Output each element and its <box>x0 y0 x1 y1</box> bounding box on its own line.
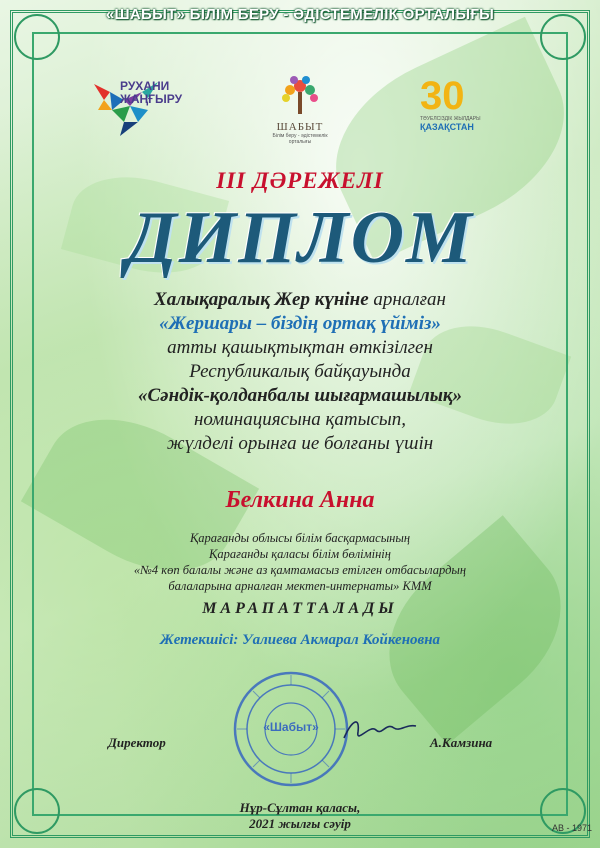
body-line1-rest: арналған <box>368 289 446 310</box>
school-line3: «№4 көп балалы және аз қамтамасыз етілген отбасылардың <box>133 563 467 577</box>
footer-city: Нұр-Сұлтан қаласы, <box>239 800 361 815</box>
diploma-body <box>0 288 600 456</box>
stamp-center-text: «Шабыт» <box>263 720 319 734</box>
body-line1 <box>0 288 600 312</box>
handwritten-signature <box>340 710 420 750</box>
shabyt-logo <box>262 74 338 146</box>
tree-icon <box>278 74 322 116</box>
serial-number: АВ - 1971 <box>551 823 592 833</box>
body-line3: атты қашықтықтан өткізілген <box>167 337 433 358</box>
school-line2: Қарағанды қаласы білім бөлімінің <box>209 547 391 561</box>
diploma-degree: III ДӘРЕЖЕЛІ <box>216 168 384 193</box>
rukhani-zhangyru-logo <box>90 70 230 140</box>
shabyt-name: ШАБЫТ <box>276 121 324 133</box>
director-label: Директор <box>108 735 166 750</box>
body-line4: Республикалық байқауында <box>189 361 411 382</box>
body-line1-bold: Халықаралық Жер күніне <box>154 289 369 310</box>
body-line5: «Сәндік-қолданбалы шығармашылық» <box>137 385 463 406</box>
body-line6: номинациясына қатысып, <box>193 409 407 430</box>
rukhani-line1: РУХАНИ <box>120 79 170 93</box>
school-info <box>0 530 600 594</box>
shabyt-subtitle: Білім беру - әдістемелік орталығы <box>272 133 328 145</box>
body-line7: жүлделі орынға ие болғаны үшін <box>166 433 434 454</box>
footer-date: 2021 жылғы сәуір <box>249 816 351 831</box>
award-text: МАРАПАТТАЛАДЫ <box>202 600 398 617</box>
school-line1: Қарағанды облысы білім басқармасының <box>189 531 411 545</box>
director-name: А.Камзина <box>430 735 493 750</box>
thirty-subtitle: ТӘУЕЛСІЗДІК ЖЫЛДАРЫ <box>420 116 481 122</box>
rukhani-line2: ЖАҢҒЫРУ <box>120 92 183 106</box>
independence-30-logo <box>420 76 510 146</box>
diploma-title: ДИПЛОМ <box>126 197 474 279</box>
footer-location-date <box>0 800 600 832</box>
school-line4: балаларына арналған мектеп-интернаты» КММ <box>168 579 432 593</box>
thirty-country: ҚАЗАҚСТАН <box>420 122 474 132</box>
thirty-number: 30 <box>420 74 465 118</box>
official-stamp <box>232 670 350 788</box>
mentor-text: Жетекшісі: Уалиева Акмарал Койкеновна <box>159 632 441 648</box>
recipient-name: Белкина Анна <box>225 487 375 513</box>
body-line2: «Жершары – біздің ортақ үйіміз» <box>159 313 441 334</box>
organization-header: «ШАБЫТ» БІЛІМ БЕРУ - ӘДІСТЕМЕЛІК ОРТАЛЫҒЫ <box>105 6 495 23</box>
